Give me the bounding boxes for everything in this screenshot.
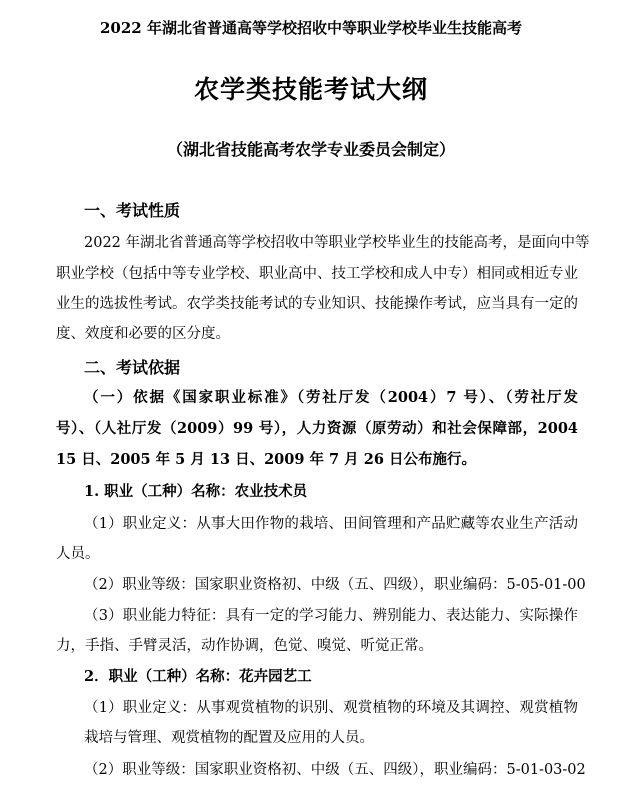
document-header: 2022 年湖北省普通高等学校招收中等职业学校毕业生技能高考 [100,19,522,37]
paragraph-line: 业生的选拔性考试。农学类技能考试的专业知识、技能操作考试，应当具有一定的 [56,296,578,312]
occupation-level: （2）职业等级：国家职业资格初、中级（五、四级），职业编码：5-01-03-02 [84,762,586,778]
document-subtitle: （湖北省技能高考农学专业委员会制定） [166,140,455,159]
paragraph-line: 力，手指、手臂灵活，动作协调，色觉、嗅觉、听觉正常。 [56,638,433,654]
occupation-heading-flower-gardener: 2．职业（工种）名称：花卉园艺工 [84,668,312,685]
section-heading-exam-basis: 二、考试依据 [84,358,181,377]
occupation-level: （2）职业等级：国家职业资格初、中级（五、四级），职业编码：5-05-01-00 [84,577,586,593]
document-title: 农学类技能考试大纲 [193,75,428,104]
paragraph-line: （1）职业定义：从事大田作物的栽培、田间管理和产品贮藏等农业生产活动 [84,516,578,532]
paragraph-line: （1）职业定义：从事观赏植物的识别、观赏植物的环境及其调控、观赏植物 [84,700,578,716]
paragraph-line: 栽培与管理、观赏植物的配置及应用的人员。 [84,730,374,746]
paragraph-line: 2022 年湖北省普通高等学校招收中等职业学校毕业生的技能高考，是面向中等 [84,235,590,251]
section-heading-exam-nature: 一、考试性质 [84,201,181,220]
basis-line: （一）依据《国家职业标准》（劳社厅发（2004）7 号）、（劳社厅发 [84,389,578,406]
paragraph-line: 职业学校（包括中等专业学校、职业高中、技工学校和成人中专）相同或相近专业 [56,266,578,282]
paragraph-line: （3）职业能力特征：具有一定的学习能力、辨别能力、表达能力、实际操作 [84,608,578,624]
basis-line: 号）、（人社厅发（2009）99 号），人力资源（原劳动）和社会保障部，2004 [56,420,578,437]
paragraph-line: 人员。 [56,546,100,562]
basis-line: 15 日、2005 年 5 月 13 日、2009 年 7 月 26 日公布施行。 [56,451,476,468]
occupation-heading-agri-technician: 1. 职业（工种）名称：农业技术员 [84,483,308,500]
paragraph-line: 度、效度和必要的区分度。 [56,326,230,342]
